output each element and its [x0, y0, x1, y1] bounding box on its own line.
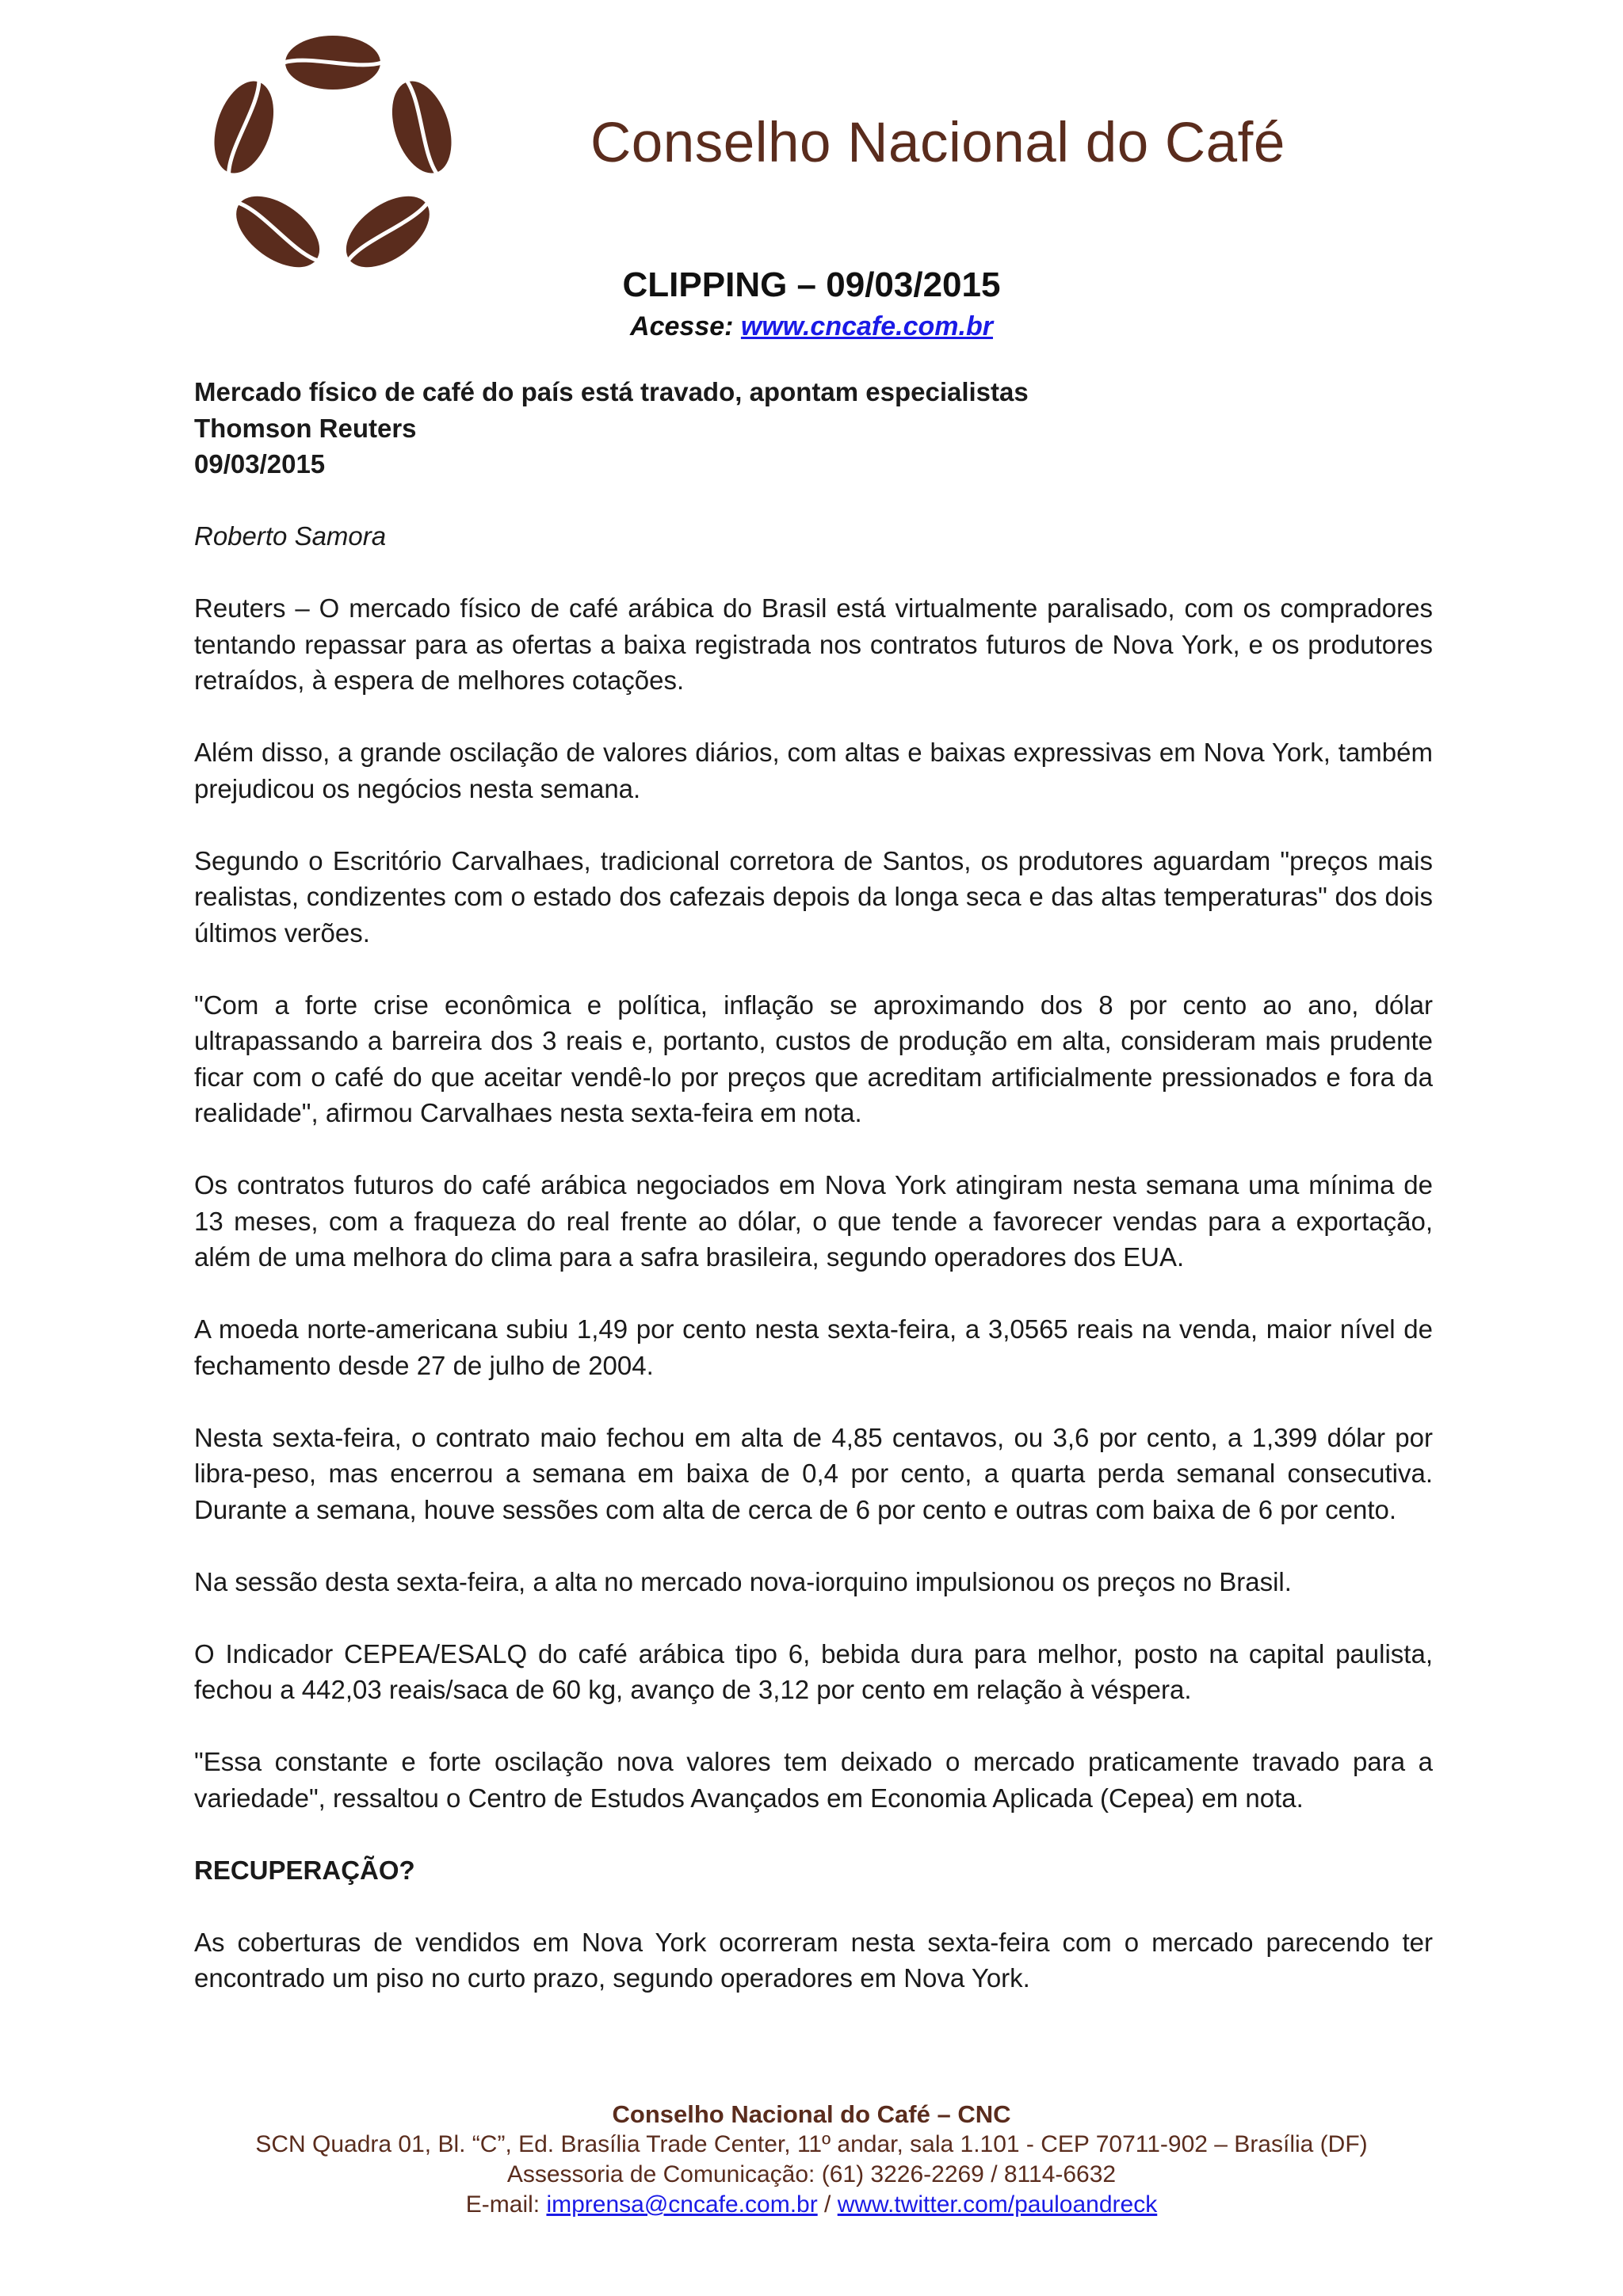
- article-source: Thomson Reuters: [194, 413, 417, 443]
- article-paragraph: "Essa constante e forte oscilação nova valores tem deixado o mercado praticamente travado para a variedade", ressaltou o Centro de Estudos Avançados em Economia Aplicada (Cepea) em nota.: [194, 1747, 1433, 1813]
- footer-twitter-link[interactable]: www.twitter.com/pauloandreck: [837, 2191, 1158, 2218]
- footer-separator: /: [817, 2191, 838, 2218]
- article-author: Roberto Samora: [194, 521, 387, 551]
- coffee-bean-icon: [222, 181, 333, 273]
- access-line: [0, 311, 1623, 342]
- coffee-bean-icon: [284, 36, 382, 90]
- coffee-bean-icon: [214, 72, 285, 182]
- article-body: [194, 374, 1433, 1997]
- website-link[interactable]: www.cncafe.com.br: [740, 311, 993, 341]
- article-subheading: RECUPERAÇÃO?: [194, 1855, 415, 1885]
- page-footer: [0, 2100, 1623, 2220]
- organization-name: Conselho Nacional do Café: [590, 112, 1285, 174]
- article-paragraph: Reuters – O mercado físico de café arábica do Brasil está virtualmente paralisado, com os compradores tentando repassar para as ofertas a baixa registrada nos contratos futuros de Nova York, e os produtores retraídos, à espera de melhores cotações.: [194, 593, 1433, 695]
- clipping-title: CLIPPING – 09/03/2015: [622, 265, 1001, 304]
- article-paragraph: Nesta sexta-feira, o contrato maio fechou em alta de 4,85 centavos, ou 3,6 por cento, a 1,399 dólar por libra-peso, mas encerrou a semana em baixa de 0,4 por cento, a quarta perda semanal consecutiva. Durante a semana, houve sessões com alta de cerca de 6 por cento e outras com baixa de 6 por cento.: [194, 1422, 1433, 1524]
- cnc-coffee-logo: [214, 20, 452, 273]
- access-label: Acesse:: [630, 311, 741, 341]
- footer-title: Conselho Nacional do Café – CNC: [612, 2100, 1011, 2128]
- article-paragraph: O Indicador CEPEA/ESALQ do café arábica tipo 6, bebida dura para melhor, posto na capital paulista, fechou a 442,03 reais/saca de 60 kg, avanço de 3,12 por cento em relação à véspera.: [194, 1638, 1433, 1704]
- article-paragraph: Segundo o Escritório Carvalhaes, tradicional corretora de Santos, os produtores aguardam "preços mais realistas, condizentes com o estado dos cafezais depois da longa seca e das altas temperaturas" dos dois últimos verões.: [194, 845, 1433, 948]
- coffee-bean-icon: [381, 72, 452, 182]
- footer-email-label: E-mail:: [465, 2191, 547, 2218]
- footer-email-link[interactable]: imprensa@cncafe.com.br: [546, 2191, 818, 2218]
- article-paragraph: Além disso, a grande oscilação de valores diários, com altas e baixas expressivas em Nova York, também prejudicou os negócios nesta semana.: [194, 738, 1433, 803]
- article-headline: Mercado físico de café do país está travado, apontam especialistas: [194, 377, 1029, 406]
- article-paragraph: "Com a forte crise econômica e política, inflação se aproximando dos 8 por cento ao ano, dólar ultrapassando a barreira dos 3 reais e, portanto, custos de produção em alta, consideram mais prudente ficar com o café do que aceitar vendê-lo por preços que acreditam artificialmente pressionados e fora da realidade", afirmou Carvalhaes nesta sexta-feira em nota.: [194, 990, 1433, 1127]
- article-paragraph: Na sessão desta sexta-feira, a alta no mercado nova-iorquino impulsionou os preços no Brasil.: [194, 1566, 1292, 1596]
- footer-phone: Assessoria de Comunicação: (61) 3226-2269 / 8114-6632: [506, 2161, 1117, 2187]
- article-paragraph: Os contratos futuros do café arábica negociados em Nova York atingiram nesta semana uma mínima de 13 meses, com a fraqueza do real frente ao dólar, o que tende a favorecer vendas para a exportação, além de uma melhora do clima para a safra brasileira, segundo operadores dos EUA.: [194, 1170, 1433, 1272]
- article-paragraph: A moeda norte-americana subiu 1,49 por cento nesta sexta-feira, a 3,0565 reais na venda, maior nível de fechamento desde 27 de julho de 2004.: [194, 1314, 1433, 1380]
- footer-contact: [0, 2190, 1623, 2220]
- coffee-bean-icon: [332, 181, 443, 273]
- article-date: 09/03/2015: [194, 449, 326, 479]
- article-paragraph: As coberturas de vendidos em Nova York ocorreram nesta sexta-feira com o mercado parecendo ter encontrado um piso no curto prazo, segundo operadores em Nova York.: [194, 1927, 1433, 1993]
- footer-address: SCN Quadra 01, Bl. “C”, Ed. Brasília Trade Center, 11º andar, sala 1.101 - CEP 70711-902 – Brasília (DF): [255, 2131, 1368, 2157]
- article-meta: [194, 374, 1433, 482]
